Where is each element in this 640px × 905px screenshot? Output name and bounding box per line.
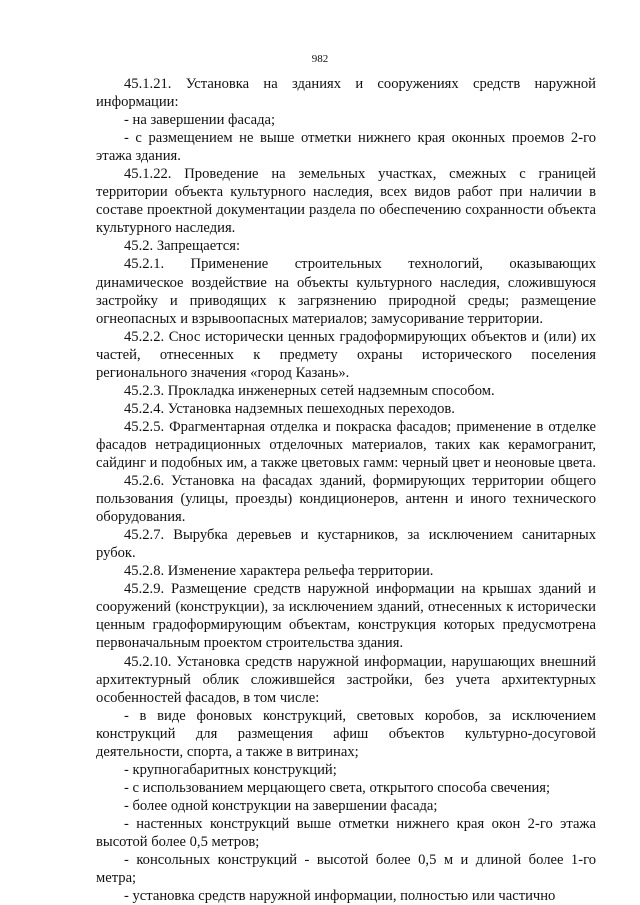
paragraph-45-2-10: 45.2.10. Установка средств наружной информации, нарушающих внешний архитектурный облик сложившейся застройки, без учета архитектурных особенностей фасадов, в том числе: [96, 653, 596, 706]
paragraph-45-2-1: 45.2.1. Применение строительных технологий, оказывающих динамическое воздействие на объекты культурного наследия, сложившуюся застройку и приводящих к загрязнению природной среды; размещение огнеопасных и взрывоопасных материалов; замусоривание территории. [96, 256, 596, 327]
list-item: - с размещением не выше отметки нижнего края оконных проемов 2-го этажа здания. [96, 130, 596, 165]
section-heading-45-2: 45.2. Запрещается: [124, 238, 241, 255]
list-item: - крупногабаритных конструкций; [124, 761, 337, 778]
list-item: - с использованием мерцающего света, открытого способа свечения; [124, 779, 551, 796]
paragraph-45-2-4: 45.2.4. Установка надземных пешеходных переходов. [124, 400, 455, 417]
list-item: - на завершении фасада; [124, 112, 276, 129]
list-item: - настенных конструкций выше отметки нижнего края окон 2-го этажа высотой более 0,5 метров; [96, 815, 596, 850]
paragraph-45-2-9: 45.2.9. Размещение средств наружной информации на крышах зданий и сооружений (конструкции), за исключением зданий, отнесенных к исторически ценным градоформирующим объектам, конструкция которых предусмотрена первоначальным проектом строительства здания. [96, 581, 596, 652]
paragraph-45-2-5: 45.2.5. Фрагментарная отделка и покраска фасадов; применение в отделке фасадов нетрадиционных отделочных материалов, таких как керамогранит, сайдинг и подобных им, а также цветовых гамм: черный цвет и неоновые цвета. [96, 418, 596, 471]
paragraph-45-1-21: 45.1.21. Установка на зданиях и сооружениях средств наружной информации: [96, 76, 596, 111]
page-number: 982 [311, 53, 329, 65]
paragraph-45-2-7: 45.2.7. Вырубка деревьев и кустарников, за исключением санитарных рубок. [96, 527, 596, 562]
list-item: - установка средств наружной информации, полностью или частично [124, 888, 556, 905]
list-item: - более одной конструкции на завершении фасада; [124, 797, 438, 814]
list-item: - консольных конструкций - высотой более 0,5 м и длиной более 1-го метра; [96, 852, 596, 887]
paragraph-45-2-6: 45.2.6. Установка на фасадах зданий, формирующих территории общего пользования (улицы, проезды) кондиционеров, антенн и иного технического оборудования. [96, 473, 596, 526]
paragraph-45-2-3: 45.2.3. Прокладка инженерных сетей надземным способом. [124, 382, 495, 399]
list-item: - в виде фоновых конструкций, световых коробов, за исключением конструкций для размещения афиш объектов культурно-досуговой деятельности, спорта, а также в витринах; [96, 707, 596, 760]
paragraph-45-1-22: 45.1.22. Проведение на земельных участках, смежных с границей территории объекта культурного наследия, всех видов работ при наличии в составе проектной документации раздела по обеспечению сохранности объекта культурного наследия. [96, 166, 596, 237]
paragraph-45-2-8: 45.2.8. Изменение характера рельефа территории. [124, 563, 434, 580]
paragraph-45-2-2: 45.2.2. Снос исторически ценных градоформирующих объектов и (или) их частей, отнесенных к предмету охраны исторического поселения регионального значения «город Казань». [96, 328, 596, 381]
document-body [96, 75, 596, 905]
